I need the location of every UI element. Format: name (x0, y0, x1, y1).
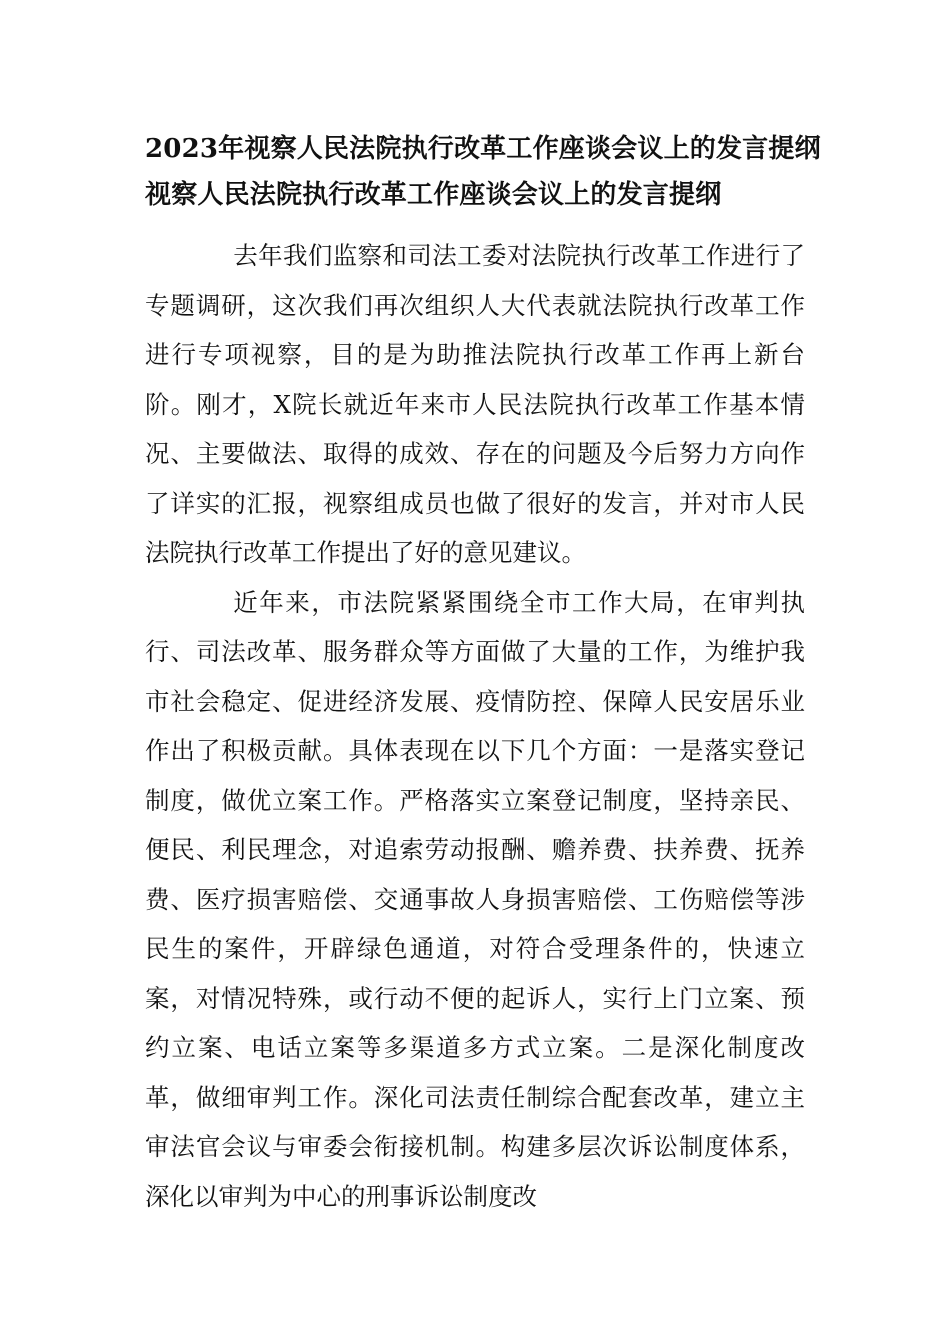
body-paragraph-1: 去年我们监察和司法工委对法院执行改革工作进行了专题调研，这次我们再次组织人大代表就法院执行改革工作进行专项视察，目的是为助推法院执行改革工作再上新台阶。刚才，X院长就近年来市人民法院执行改革工作基本情况、主要做法、取得的成效、存在的问题及今后努力方向作了详实的汇报，视察组成员也做了很好的发言，并对市人民法院执行改革工作提出了好的意见建议。 (145, 241, 805, 567)
document-title: 2023年视察人民法院执行改革工作座谈会议上的发言提纲 (145, 134, 821, 164)
body-paragraph-2: 近年来，市法院紧紧围绕全市工作大局，在审判执行、司法改革、服务群众等方面做了大量的工作，为维护我市社会稳定、促进经济发展、疫情防控、保障人民安居乐业作出了积极贡献。具体表现在以下几个方面：一是落实登记制度，做优立案工作。严格落实立案登记制度，坚持亲民、便民、利民理念，对追索劳动报酬、赡养费、扶养费、抚养费、医疗损害赔偿、交通事故人身损害赔偿、工伤赔偿等涉民生的案件，开辟绿色通道，对符合受理条件的，快速立案，对情况特殊，或行动不便的起诉人，实行上门立案、预约立案、电话立案等多渠道多方式立案。二是深化制度改革，做细审判工作。深化司法责任制综合配套改革，建立主审法官会议与审委会衔接机制。构建多层次诉讼制度体系，深化以审判为中心的刑事诉讼制度改 (145, 587, 805, 1211)
document-subtitle: 视察人民法院执行改革工作座谈会议上的发言提纲 (145, 180, 722, 210)
document-body (145, 128, 821, 1221)
